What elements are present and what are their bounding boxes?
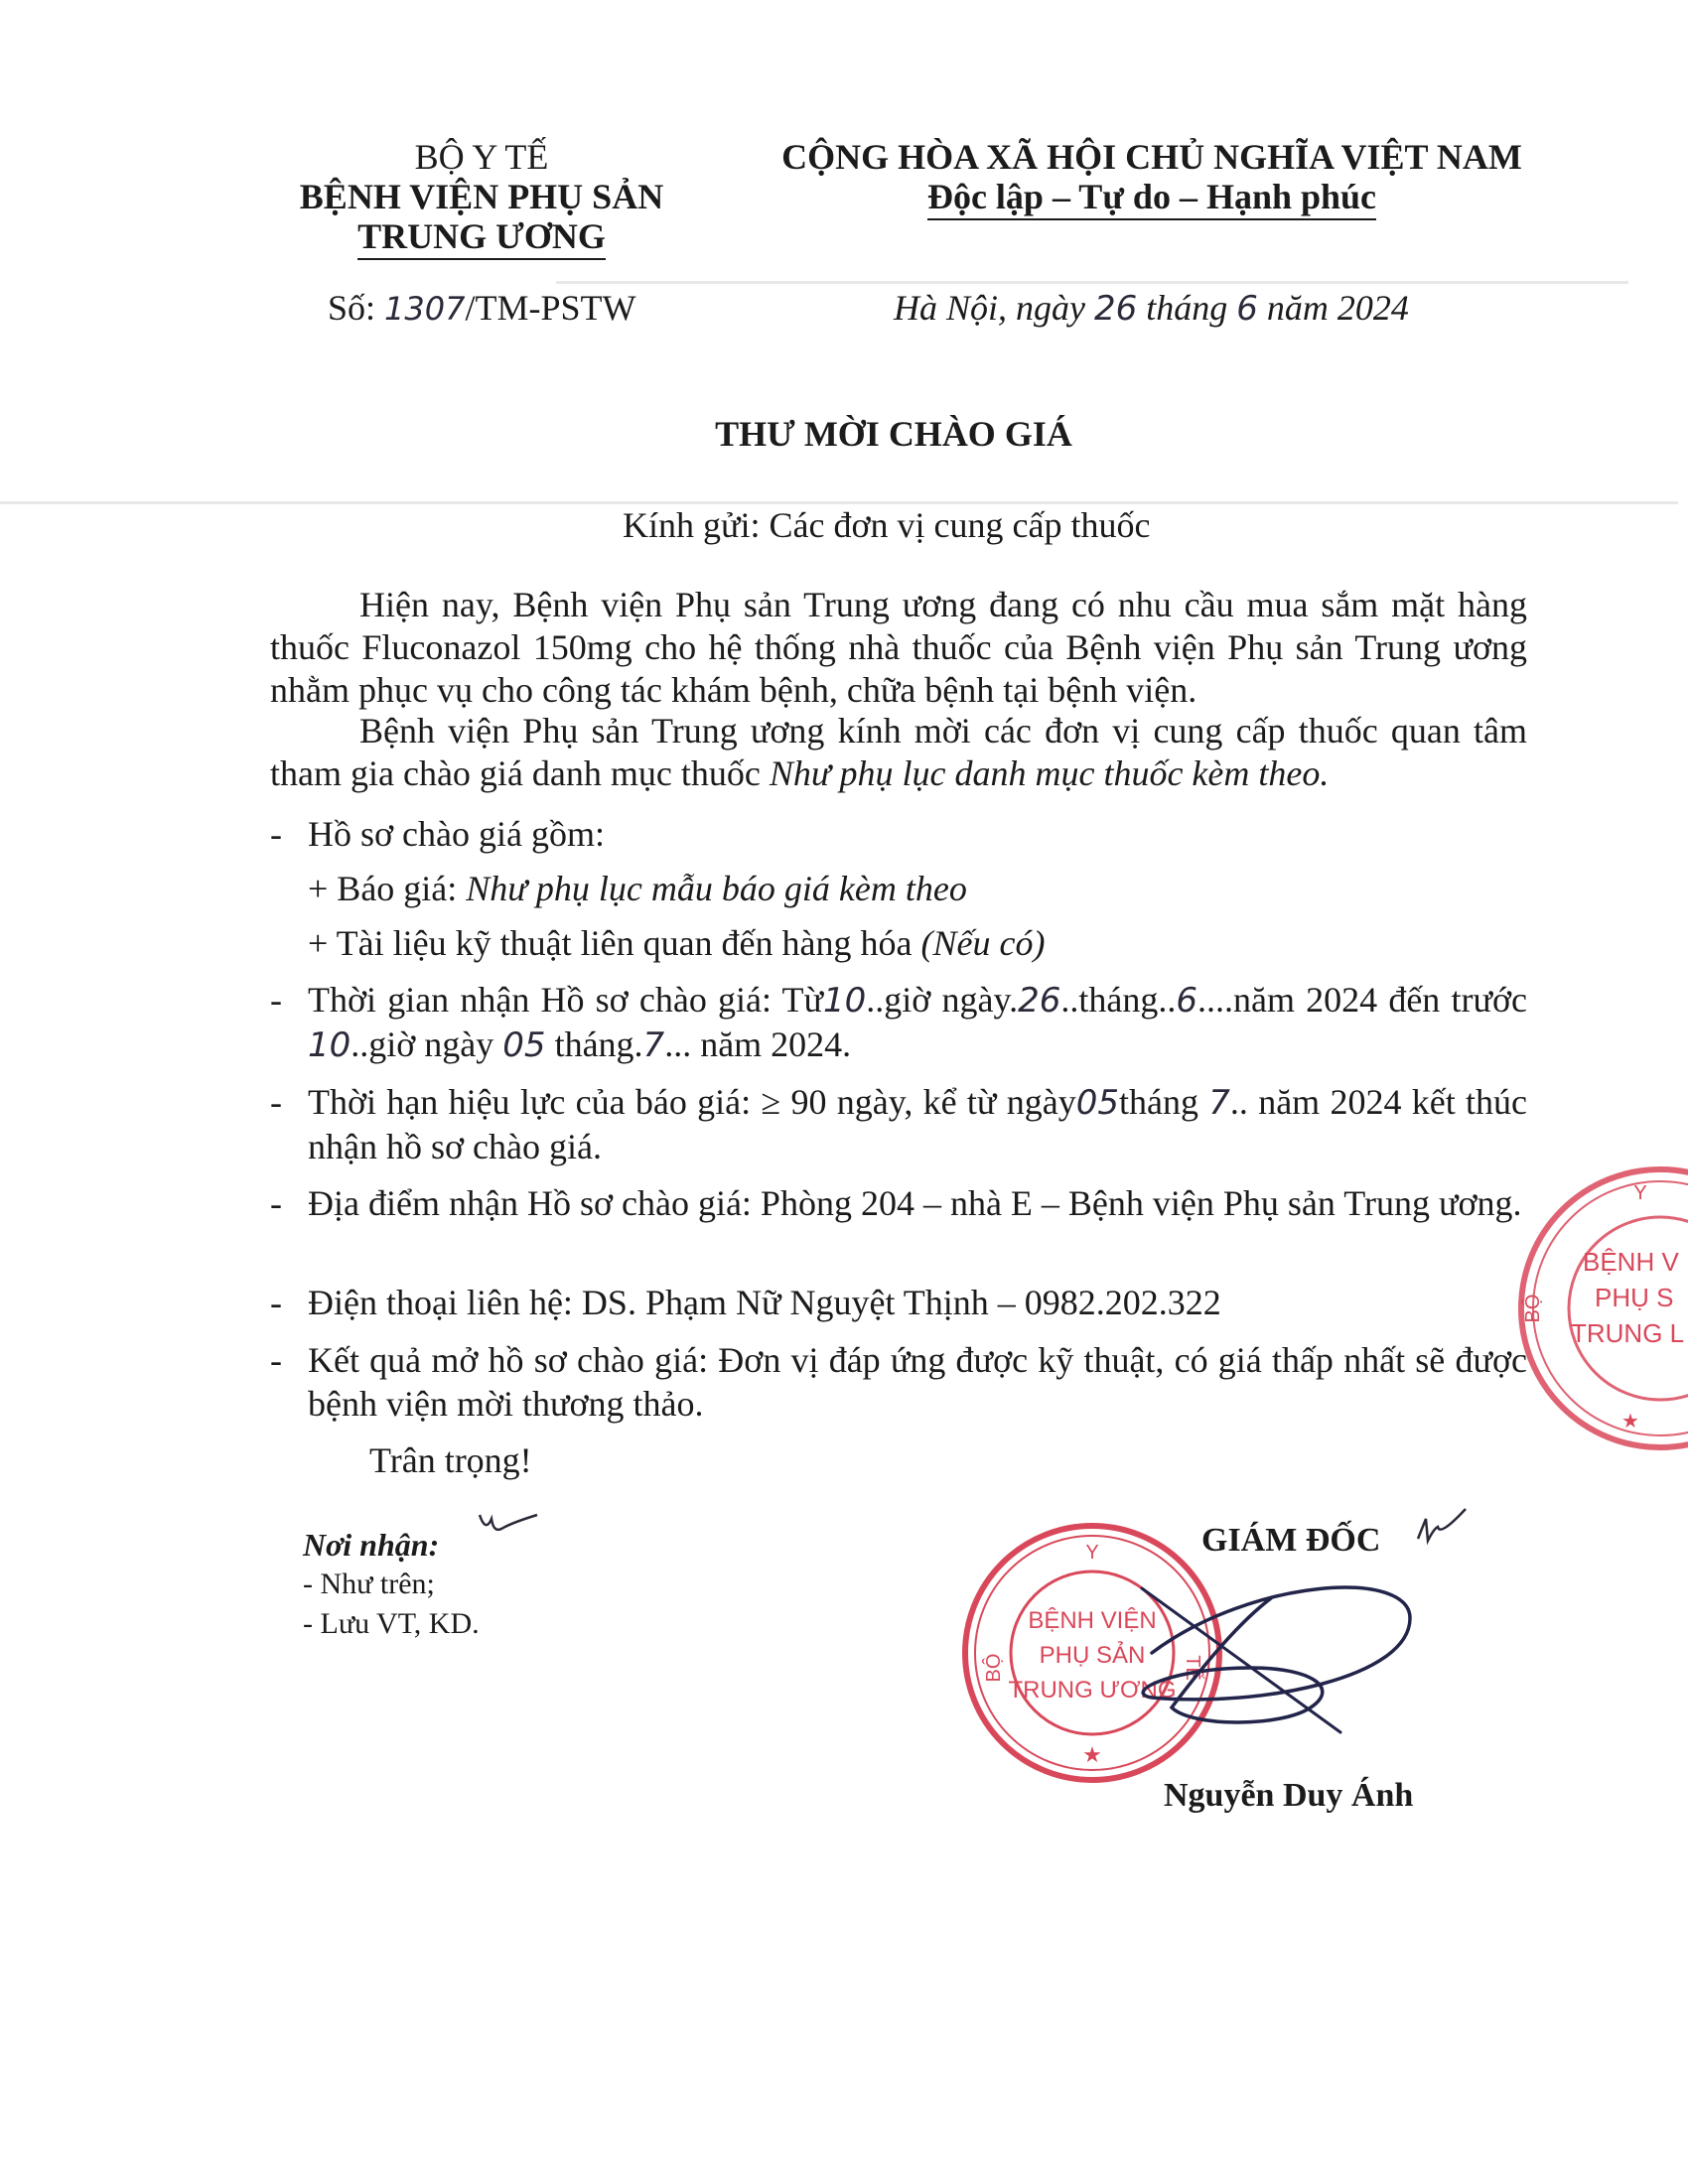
seal-line2: PHỤ SẢN bbox=[1039, 1642, 1146, 1669]
doc-no-prefix: Số: bbox=[328, 288, 376, 328]
quote-italic: Như phụ lục mẫu báo giá kèm theo bbox=[466, 869, 967, 908]
validity-text bbox=[308, 1080, 1527, 1168]
header-left bbox=[248, 137, 715, 260]
list-item-phone bbox=[270, 1281, 1527, 1324]
document-number bbox=[328, 288, 725, 329]
paragraph-1: Hiện nay, Bệnh viện Phụ sản Trung ương đang có nhu cầu mua sắm mặt hàng thuốc Fluconazol 150mg cho hệ thống nhà thuốc của Bệnh viện Phụ sản Trung ương nhằm phục vụ cho công tác khám bệnh, chữa bệnh tại bệnh viện. bbox=[270, 585, 1527, 710]
validity-day-handwritten: 05 bbox=[1075, 1083, 1119, 1123]
partial-seal-edge bbox=[1491, 1160, 1688, 1457]
hospital-name-line1: BỆNH VIỆN PHỤ SẢN bbox=[299, 177, 664, 216]
paragraph-2-text: Bệnh viện Phụ sản Trung ương kính mời các đơn vị cung cấp thuốc quan tâm tham gia chào giá danh mục thuốc bbox=[270, 711, 1527, 793]
list-item-dossier bbox=[270, 812, 1527, 856]
recipient-1: - Như trên; bbox=[303, 1568, 435, 1600]
signature-title: GIÁM ĐỐC bbox=[1201, 1522, 1381, 1559]
edge-seal-line1: BỆNH V bbox=[1583, 1247, 1679, 1277]
validity-month-handwritten: 7 bbox=[1208, 1083, 1230, 1123]
edge-seal-left-text: BỘ bbox=[1522, 1294, 1544, 1323]
dash: - bbox=[270, 1183, 282, 1223]
time-hour-1-handwritten: 10 bbox=[823, 981, 867, 1021]
date-month-label: tháng bbox=[1146, 288, 1228, 328]
time-text-g: ... năm 2024. bbox=[664, 1024, 852, 1064]
docs-label: + Tài liệu kỹ thuật liên quan đến hàng hóa bbox=[308, 923, 921, 963]
date-day-handwritten: 26 bbox=[1094, 289, 1138, 329]
dash: - bbox=[270, 1340, 282, 1380]
greeting: Kính gửi: Các đơn vị cung cấp thuốc bbox=[623, 505, 1151, 545]
location-text: Địa điểm nhận Hồ sơ chào giá: Phòng 204 – nhà E – Bệnh viện Phụ sản Trung ương. bbox=[308, 1183, 1522, 1223]
list-item-time bbox=[270, 978, 1527, 1067]
seal-line3: TRUNG ƯƠNG bbox=[1008, 1677, 1177, 1704]
time-text-d: ....năm 2024 đến trước bbox=[1197, 980, 1527, 1020]
time-month-1-handwritten: 6 bbox=[1176, 981, 1198, 1021]
time-day-2-handwritten: 05 bbox=[502, 1025, 546, 1065]
signer-name: Nguyễn Duy Ánh bbox=[1164, 1777, 1414, 1814]
time-text-a: Thời gian nhận Hồ sơ chào giá: Từ bbox=[308, 980, 823, 1020]
date-year: năm 2024 bbox=[1266, 288, 1409, 328]
phone-text: Điện thoại liên hệ: DS. Phạm Nữ Nguyệt Thịnh – 0982.202.322 bbox=[308, 1283, 1221, 1322]
motto: Độc lập – Tự do – Hạnh phúc bbox=[927, 177, 1376, 220]
republic-title: CỘNG HÒA XÃ HỘI CHỦ NGHĨA VIỆT NAM bbox=[781, 137, 1522, 177]
validity-text-a: Thời hạn hiệu lực của báo giá: ≥ 90 ngày, kể từ ngày bbox=[308, 1082, 1076, 1122]
result-text: Kết quả mở hồ sơ chào giá: Đơn vị đáp ứng được kỹ thuật, có giá thấp nhất sẽ được bệnh viện mời thương thảo. bbox=[308, 1340, 1527, 1424]
time-text-b: ..giờ ngày. bbox=[866, 980, 1019, 1020]
validity-text-c: .. năm 2024 kết thúc nhận hồ sơ chào giá. bbox=[308, 1082, 1527, 1166]
list-item-location bbox=[270, 1181, 1527, 1225]
signature-tick bbox=[1410, 1504, 1479, 1554]
document-title: THƯ MỜI CHÀO GIÁ bbox=[715, 414, 1072, 454]
seal-line1: BỆNH VIỆN bbox=[1028, 1607, 1157, 1634]
sub-item-quote bbox=[308, 867, 967, 910]
scan-artifact bbox=[556, 281, 1628, 284]
seal-right-text: TẾ bbox=[1182, 1655, 1203, 1681]
dash: - bbox=[270, 1082, 282, 1122]
validity-text-b: tháng bbox=[1118, 1082, 1209, 1122]
time-text-f: tháng. bbox=[545, 1024, 643, 1064]
ministry-name: BỘ Y TẾ bbox=[414, 137, 549, 177]
doc-no-handwritten: 1307 bbox=[384, 290, 466, 328]
docs-italic: (Nếu có) bbox=[920, 923, 1046, 963]
handwritten-signature bbox=[1112, 1559, 1450, 1747]
time-text-c: ..tháng.. bbox=[1060, 980, 1177, 1020]
edge-seal-star-icon: ★ bbox=[1621, 1409, 1639, 1433]
date-month-handwritten: 6 bbox=[1236, 289, 1258, 329]
time-month-2-handwritten: 7 bbox=[642, 1025, 665, 1065]
edge-seal-line3: TRUNG L bbox=[1571, 1318, 1685, 1348]
recipients-heading: Nơi nhận: bbox=[303, 1527, 440, 1563]
date-prefix: Hà Nội, ngày bbox=[894, 288, 1085, 328]
time-hour-2-handwritten: 10 bbox=[308, 1025, 352, 1065]
seal-top-letter: Y bbox=[1085, 1542, 1099, 1564]
paragraph-2-italic: Như phụ lục danh mục thuốc kèm theo. bbox=[769, 753, 1330, 793]
recipients bbox=[303, 1525, 480, 1644]
closing: Trân trọng! bbox=[369, 1440, 532, 1480]
dossier-text: Hồ sơ chào giá gồm: bbox=[308, 814, 605, 854]
header-right bbox=[715, 137, 1589, 220]
recipient-2: - Lưu VT, KD. bbox=[303, 1607, 480, 1640]
place-date bbox=[894, 288, 1589, 329]
quote-label: + Báo giá: bbox=[308, 869, 467, 908]
edge-seal-top-letter: Y bbox=[1633, 1182, 1647, 1204]
sub-item-docs bbox=[308, 921, 1045, 965]
dash: - bbox=[270, 1283, 282, 1322]
time-text-e: ..giờ ngày bbox=[351, 1024, 503, 1064]
edge-seal-line2: PHỤ S bbox=[1595, 1283, 1674, 1312]
paragraph-2 bbox=[270, 710, 1527, 795]
hospital-name-line2: TRUNG ƯƠNG bbox=[357, 216, 606, 260]
initial-mark bbox=[475, 1505, 544, 1545]
hospital-name-line2-wrap bbox=[248, 216, 715, 260]
seal-star-icon: ★ bbox=[1082, 1743, 1102, 1768]
doc-no-suffix: /TM-PSTW bbox=[465, 288, 636, 328]
time-day-1-handwritten: 26 bbox=[1018, 981, 1061, 1021]
seal-left-text: BỘ bbox=[983, 1653, 1005, 1683]
time-text bbox=[308, 978, 1527, 1067]
list-item-result bbox=[270, 1338, 1527, 1426]
dash: - bbox=[270, 814, 282, 854]
motto-wrap bbox=[715, 177, 1589, 220]
dash: - bbox=[270, 980, 282, 1020]
list-item-validity bbox=[270, 1080, 1527, 1168]
